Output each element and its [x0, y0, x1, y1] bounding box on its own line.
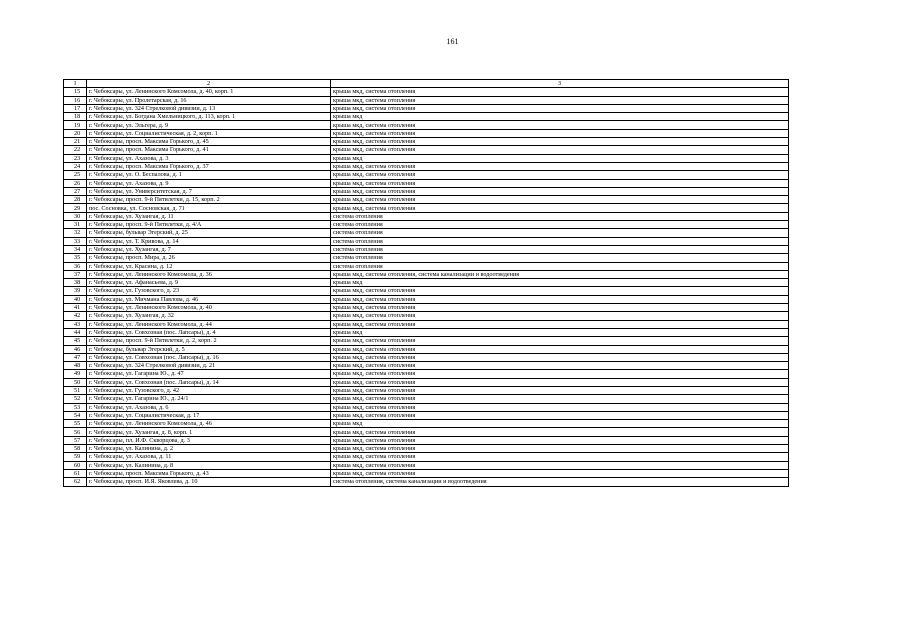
table-row — [64, 386, 789, 394]
row-address: г. Чебоксары, ул. 324 Стрелковой дивизии, д. 21 — [87, 362, 331, 370]
row-address: г. Чебоксары, ул. Т. Кривова, д. 14 — [87, 237, 331, 245]
row-address: г. Чебоксары, ул. Калинина, д. 8 — [87, 461, 331, 469]
row-address: г. Чебоксары, просп. И.Я. Яковлева, д. 10 — [87, 478, 331, 486]
row-work-type: крыша мкд, система отопления — [331, 320, 789, 328]
table-row — [64, 370, 789, 378]
row-address: г. Чебоксары, ул. Ахазова, д. 6 — [87, 403, 331, 411]
row-address: г. Чебоксары, ул. Хузангая, д. 32 — [87, 312, 331, 320]
table-row — [64, 113, 789, 121]
row-number: 25 — [64, 171, 87, 179]
row-work-type: крыша мкд, система отопления — [331, 411, 789, 419]
table-row — [64, 436, 789, 444]
row-work-type: крыша мкд, система отопления — [331, 121, 789, 129]
row-address: г. Чебоксары, ул. Хузангая, д. 7 — [87, 245, 331, 253]
header-col-1: 1 — [64, 80, 87, 88]
row-work-type: крыша мкд, система отопления — [331, 386, 789, 394]
row-number: 40 — [64, 295, 87, 303]
row-work-type: крыша мкд, система отопления — [331, 378, 789, 386]
row-address: г. Чебоксары, просп. Максима Горького, д. 37 — [87, 162, 331, 170]
row-number: 29 — [64, 204, 87, 212]
row-number: 54 — [64, 411, 87, 419]
row-work-type: крыша мкд, система отопления — [331, 196, 789, 204]
row-address: г. Чебоксары, ул. Гузовского, д. 42 — [87, 386, 331, 394]
table-row — [64, 395, 789, 403]
table-row — [64, 221, 789, 229]
row-work-type: крыша мкд, система отопления — [331, 403, 789, 411]
row-work-type: крыша мкд, система отопления — [331, 370, 789, 378]
row-address: г. Чебоксары, бульвар Эгерский, д. 5 — [87, 345, 331, 353]
row-number: 27 — [64, 187, 87, 195]
row-address: г. Чебоксары, просп. 9-й Пятилетки, д. 4/А — [87, 221, 331, 229]
row-work-type: крыша мкд, система отопления — [331, 428, 789, 436]
row-work-type: крыша мкд, система отопления — [331, 445, 789, 453]
row-number: 28 — [64, 196, 87, 204]
table-row — [64, 362, 789, 370]
row-number: 17 — [64, 104, 87, 112]
table-row — [64, 428, 789, 436]
row-work-type: крыша мкд, система отопления — [331, 337, 789, 345]
row-work-type: крыша мкд, система отопления — [331, 395, 789, 403]
table-row — [64, 146, 789, 154]
table-row — [64, 453, 789, 461]
row-work-type: крыша мкд — [331, 328, 789, 336]
row-address: г. Чебоксары, ул. Пролетарская, д. 16 — [87, 96, 331, 104]
row-number: 62 — [64, 478, 87, 486]
table-row — [64, 138, 789, 146]
row-number: 48 — [64, 362, 87, 370]
table-row — [64, 420, 789, 428]
row-address: г. Чебоксары, ул. Ленинского Комсомола, д. 44 — [87, 320, 331, 328]
row-work-type: система отопления — [331, 221, 789, 229]
table-row — [64, 129, 789, 137]
row-address: г. Чебоксары, ул. Ленинского Комсомола, д. 40 — [87, 304, 331, 312]
row-address: г. Чебоксары, бульвар Эгерский, д. 25 — [87, 229, 331, 237]
row-work-type: система отопления — [331, 254, 789, 262]
row-work-type: крыша мкд, система отопления — [331, 104, 789, 112]
row-address: г. Чебоксары, ул. Совхозная (пос. Лапсары), д. 16 — [87, 353, 331, 361]
row-number: 16 — [64, 96, 87, 104]
row-number: 45 — [64, 337, 87, 345]
row-number: 55 — [64, 420, 87, 428]
table-row — [64, 337, 789, 345]
row-number: 20 — [64, 129, 87, 137]
table-row — [64, 287, 789, 295]
row-work-type: крыша мкд, система отопления — [331, 171, 789, 179]
row-work-type: крыша мкд, система отопления — [331, 453, 789, 461]
table-row — [64, 179, 789, 187]
row-work-type: крыша мкд — [331, 420, 789, 428]
row-address: г. Чебоксары, просп. Максима Горького, д. 41 — [87, 146, 331, 154]
row-work-type: крыша мкд, система отопления — [331, 312, 789, 320]
row-address: г. Чебоксары, ул. Ахазова, д. 9 — [87, 179, 331, 187]
row-number: 42 — [64, 312, 87, 320]
row-address: г. Чебоксары, просп. 9-й Пятилетки, д. 15, корп. 2 — [87, 196, 331, 204]
row-address: г. Чебоксары, просп. Максима Горького, д. 45 — [87, 138, 331, 146]
row-work-type: крыша мкд, система отопления — [331, 146, 789, 154]
row-work-type: крыша мкд, система отопления — [331, 304, 789, 312]
row-number: 60 — [64, 461, 87, 469]
row-work-type: крыша мкд, система отопления — [331, 204, 789, 212]
row-address: г. Чебоксары, ул. Ахазова, д. 3 — [87, 154, 331, 162]
row-number: 24 — [64, 162, 87, 170]
table-row — [64, 270, 789, 278]
row-number: 52 — [64, 395, 87, 403]
row-address: г. Чебоксары, просп. 9-й Пятилетки, д. 2, корп. 2 — [87, 337, 331, 345]
row-work-type: крыша мкд, система отопления — [331, 88, 789, 96]
row-address: г. Чебоксары, ул. Богдана Хмельницкого, д. 113, корп. 1 — [87, 113, 331, 121]
row-number: 57 — [64, 436, 87, 444]
table-row — [64, 254, 789, 262]
table-row — [64, 445, 789, 453]
table-row — [64, 478, 789, 486]
row-address: г. Чебоксары, ул. Гузовского, д. 23 — [87, 287, 331, 295]
row-number: 38 — [64, 279, 87, 287]
row-address: г. Чебоксары, ул. Красина, д. 12 — [87, 262, 331, 270]
row-address: г. Чебоксары, ул. 324 Стрелковой дивизии, д. 13 — [87, 104, 331, 112]
table-row — [64, 295, 789, 303]
row-number: 58 — [64, 445, 87, 453]
row-address: г. Чебоксары, ул. Университетская, д. 7 — [87, 187, 331, 195]
row-number: 50 — [64, 378, 87, 386]
row-address: г. Чебоксары, ул. Гагарина Ю., д. 47 — [87, 370, 331, 378]
table-row — [64, 196, 789, 204]
row-number: 44 — [64, 328, 87, 336]
page-number: 161 — [446, 37, 459, 46]
row-number: 56 — [64, 428, 87, 436]
table-row — [64, 279, 789, 287]
table-row — [64, 104, 789, 112]
row-number: 21 — [64, 138, 87, 146]
row-work-type: система отопления — [331, 229, 789, 237]
row-number: 32 — [64, 229, 87, 237]
table-row — [64, 154, 789, 162]
row-work-type: крыша мкд — [331, 113, 789, 121]
row-number: 61 — [64, 469, 87, 477]
row-work-type: система отопления — [331, 245, 789, 253]
row-number: 15 — [64, 88, 87, 96]
row-address: г. Чебоксары, пл. И.Ф. Скворцова, д. 3 — [87, 436, 331, 444]
row-address: г. Чебоксары, ул. Ахазова, д. 11 — [87, 453, 331, 461]
row-address: г. Чебоксары, ул. Эльгера, д. 9 — [87, 121, 331, 129]
row-work-type: крыша мкд, система отопления — [331, 187, 789, 195]
row-address: г. Чебоксары, просп. Мира, д. 26 — [87, 254, 331, 262]
row-address: г. Чебоксары, ул. Ленинского Комсомола, д. 46 — [87, 420, 331, 428]
row-address: г. Чебоксары, ул. Ленинского Комсомола, д. 36 — [87, 270, 331, 278]
row-work-type: крыша мкд, система отопления — [331, 469, 789, 477]
row-number: 41 — [64, 304, 87, 312]
header-col-3: 3 — [331, 80, 789, 88]
row-address: г. Чебоксары, ул. Совхозная (пос. Лапсары), д. 14 — [87, 378, 331, 386]
row-work-type: крыша мкд, система отопления — [331, 362, 789, 370]
row-address: г. Чебоксары, ул. Хузангая, д. 8, корп. 1 — [87, 428, 331, 436]
row-work-type: крыша мкд, система отопления, система канализации и водоотведения — [331, 270, 789, 278]
row-address: г. Чебоксары, ул. Ленинского Комсомола, д. 40, корп. 1 — [87, 88, 331, 96]
row-number: 53 — [64, 403, 87, 411]
row-number: 36 — [64, 262, 87, 270]
row-address: г. Чебоксары, просп. Максима Горького, д. 43 — [87, 469, 331, 477]
row-number: 35 — [64, 254, 87, 262]
row-address: г. Чебоксары, ул. Социалистическая, д. 17 — [87, 411, 331, 419]
row-work-type: крыша мкд — [331, 279, 789, 287]
row-work-type: крыша мкд, система отопления — [331, 461, 789, 469]
table-row — [64, 121, 789, 129]
row-number: 30 — [64, 212, 87, 220]
row-number: 43 — [64, 320, 87, 328]
row-number: 31 — [64, 221, 87, 229]
table-row — [64, 328, 789, 336]
row-work-type: крыша мкд, система отопления — [331, 179, 789, 187]
row-work-type: крыша мкд, система отопления — [331, 162, 789, 170]
table-row — [64, 229, 789, 237]
row-number: 39 — [64, 287, 87, 295]
row-address: г. Чебоксары, ул. Хузангая, д. 11 — [87, 212, 331, 220]
table-row — [64, 212, 789, 220]
row-address: г. Чебоксары, ул. Социалистическая, д. 2, корп. 1 — [87, 129, 331, 137]
works-table — [63, 79, 789, 487]
row-number: 59 — [64, 453, 87, 461]
row-address: г. Чебоксары, ул. О. Беспалова, д. 1 — [87, 171, 331, 179]
table-row — [64, 378, 789, 386]
row-number: 37 — [64, 270, 87, 278]
table-row — [64, 88, 789, 96]
row-number: 26 — [64, 179, 87, 187]
row-work-type: система отопления — [331, 237, 789, 245]
row-number: 33 — [64, 237, 87, 245]
table-row — [64, 204, 789, 212]
row-address: г. Чебоксары, ул. Афанасьева, д. 9 — [87, 279, 331, 287]
table-row — [64, 187, 789, 195]
table-row — [64, 171, 789, 179]
table-row — [64, 245, 789, 253]
table-row — [64, 262, 789, 270]
row-work-type: система отопления, система канализации и водоотведения — [331, 478, 789, 486]
row-work-type: крыша мкд, система отопления — [331, 287, 789, 295]
row-work-type: система отопления — [331, 262, 789, 270]
table-row — [64, 345, 789, 353]
table-row — [64, 320, 789, 328]
table-row — [64, 312, 789, 320]
row-work-type: крыша мкд, система отопления — [331, 345, 789, 353]
row-work-type: крыша мкд, система отопления — [331, 295, 789, 303]
row-address: г. Чебоксары, ул. Калинина, д. 2 — [87, 445, 331, 453]
row-number: 34 — [64, 245, 87, 253]
row-work-type: крыша мкд, система отопления — [331, 138, 789, 146]
row-number: 51 — [64, 386, 87, 394]
row-address: г. Чебоксары, ул. Мичмана Павлова, д. 46 — [87, 295, 331, 303]
table-row — [64, 469, 789, 477]
row-work-type: крыша мкд — [331, 154, 789, 162]
table-row — [64, 96, 789, 104]
row-work-type: крыша мкд, система отопления — [331, 129, 789, 137]
row-number: 22 — [64, 146, 87, 154]
table-body — [64, 88, 789, 486]
table-row — [64, 403, 789, 411]
table-row — [64, 162, 789, 170]
row-work-type: система отопления — [331, 212, 789, 220]
table-row — [64, 411, 789, 419]
header-col-2: 2 — [87, 80, 331, 88]
row-work-type: крыша мкд, система отопления — [331, 96, 789, 104]
row-number: 47 — [64, 353, 87, 361]
row-work-type: крыша мкд, система отопления — [331, 436, 789, 444]
row-number: 49 — [64, 370, 87, 378]
row-number: 46 — [64, 345, 87, 353]
table-header-row — [64, 80, 789, 88]
row-number: 18 — [64, 113, 87, 121]
table-row — [64, 304, 789, 312]
row-number: 19 — [64, 121, 87, 129]
row-address: г. Чебоксары, ул. Совхозная (пос. Лапсары), д. 4 — [87, 328, 331, 336]
table-row — [64, 353, 789, 361]
row-number: 23 — [64, 154, 87, 162]
table-row — [64, 237, 789, 245]
row-address: г. Чебоксары, ул. Гагарина Ю., д. 24/1 — [87, 395, 331, 403]
table-row — [64, 461, 789, 469]
row-work-type: крыша мкд, система отопления — [331, 353, 789, 361]
row-address: пос. Сосновка, ул. Сосновская, д. 71 — [87, 204, 331, 212]
